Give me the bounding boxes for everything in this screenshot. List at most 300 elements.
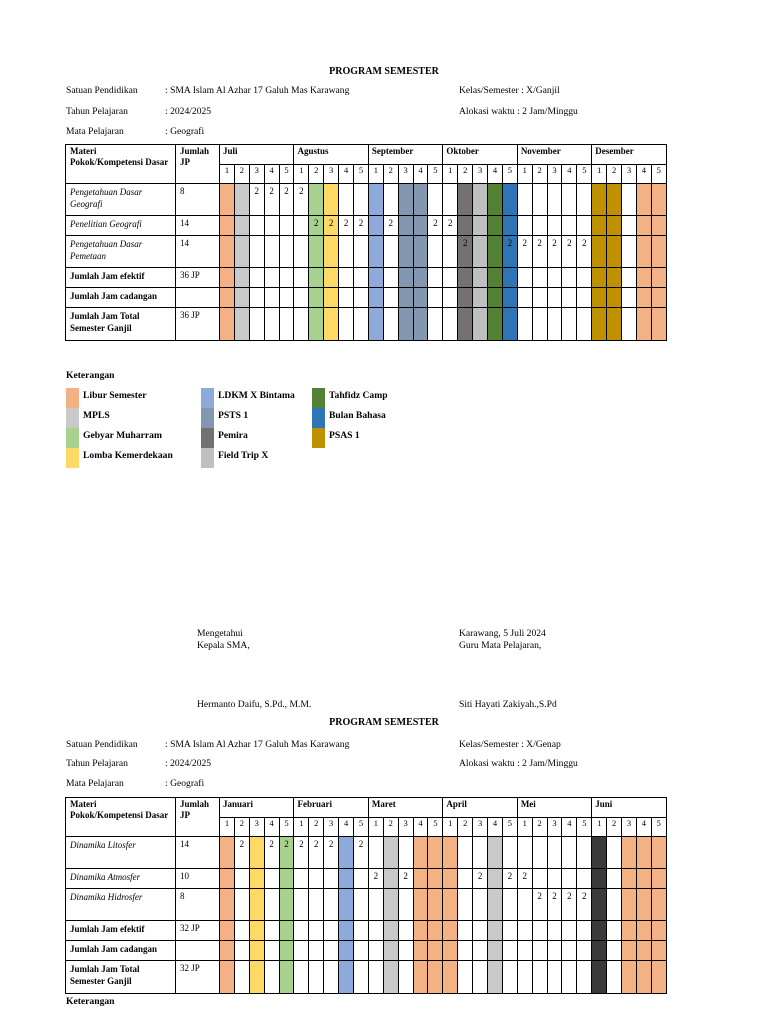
legend-label: LDKM X Bintama <box>218 390 295 401</box>
legend-label: Field Trip X <box>218 450 269 461</box>
legend-swatch <box>66 408 79 428</box>
week-cell <box>622 921 637 941</box>
week-cell <box>651 869 666 889</box>
week-cell <box>443 288 458 308</box>
week-cell <box>354 889 369 921</box>
week-cell <box>368 268 383 288</box>
week-cell <box>622 961 637 994</box>
week-cell <box>413 288 428 308</box>
week-number: 1 <box>368 165 383 184</box>
week-cell <box>309 308 324 341</box>
week-cell: 2 <box>354 216 369 236</box>
week-number: 2 <box>458 165 473 184</box>
week-cell <box>458 941 473 961</box>
week-number: 1 <box>592 165 607 184</box>
week-cell <box>473 216 488 236</box>
week-number: 1 <box>517 165 532 184</box>
week-cell <box>651 308 666 341</box>
week-cell <box>383 961 398 994</box>
week-cell <box>651 216 666 236</box>
week-cell <box>592 268 607 288</box>
sem1-row-jp: 8 <box>176 184 220 216</box>
week-cell <box>354 308 369 341</box>
week-cell <box>547 961 562 994</box>
legend-label: Pemira <box>218 430 248 441</box>
week-cell <box>458 308 473 341</box>
week-number: 3 <box>622 165 637 184</box>
alokasi-waktu: Alokasi waktu : 2 Jam/Minggu <box>459 106 578 117</box>
week-cell <box>562 921 577 941</box>
week-number: 4 <box>488 165 503 184</box>
week-cell <box>607 941 622 961</box>
week-cell <box>532 216 547 236</box>
week-cell: 2 <box>502 869 517 889</box>
week-cell <box>443 869 458 889</box>
week-cell <box>428 308 443 341</box>
week-cell <box>488 921 503 941</box>
week-cell: 2 <box>324 837 339 869</box>
legend-swatch <box>312 388 325 408</box>
week-cell: 2 <box>354 837 369 869</box>
week-cell <box>234 961 249 994</box>
week-cell <box>398 236 413 268</box>
week-cell <box>473 921 488 941</box>
mapel-label: Mata Pelajaran <box>66 126 124 137</box>
week-cell <box>413 308 428 341</box>
sem1-row-label: Jumlah Jam cadangan <box>66 288 176 308</box>
month-header: Agustus <box>294 145 368 165</box>
week-cell <box>607 308 622 341</box>
week-cell <box>428 288 443 308</box>
week-cell <box>279 216 294 236</box>
week-number: 4 <box>562 818 577 837</box>
week-cell <box>264 869 279 889</box>
teacher-name: Siti Hayati Zakiyah.,S.Pd <box>459 699 557 710</box>
week-cell <box>279 308 294 341</box>
week-cell <box>264 308 279 341</box>
week-cell <box>249 837 264 869</box>
week-cell <box>428 236 443 268</box>
week-cell <box>249 889 264 921</box>
week-cell <box>458 889 473 921</box>
sem1-row-label: Jumlah Jam efektif <box>66 268 176 288</box>
week-cell <box>473 236 488 268</box>
satuan-value-2: : SMA Islam Al Azhar 17 Galuh Mas Karawang <box>165 739 350 750</box>
week-cell <box>428 268 443 288</box>
week-cell <box>354 941 369 961</box>
week-number: 1 <box>443 818 458 837</box>
week-cell <box>309 961 324 994</box>
week-cell <box>294 268 309 288</box>
week-number: 2 <box>234 818 249 837</box>
week-cell <box>622 184 637 216</box>
sign-left-line1: Mengetahui <box>197 628 243 639</box>
week-cell <box>517 921 532 941</box>
week-number: 4 <box>488 818 503 837</box>
week-cell <box>547 837 562 869</box>
sem1-row-label: Jumlah Jam Total Semester Ganjil <box>66 308 176 341</box>
legend-swatch <box>201 448 214 468</box>
week-cell <box>354 184 369 216</box>
week-cell <box>473 837 488 869</box>
legend-title-sem1: Keterangan <box>66 370 115 381</box>
week-cell <box>249 308 264 341</box>
week-cell <box>622 216 637 236</box>
week-cell <box>324 288 339 308</box>
week-cell <box>622 236 637 268</box>
week-cell: 2 <box>473 869 488 889</box>
sem2-row-jp: 32 JP <box>176 921 220 941</box>
page-title-sem1: PROGRAM SEMESTER <box>329 66 439 77</box>
week-cell <box>651 268 666 288</box>
week-cell: 2 <box>264 184 279 216</box>
week-cell <box>249 288 264 308</box>
week-number: 5 <box>577 165 592 184</box>
week-cell <box>383 268 398 288</box>
week-cell <box>651 184 666 216</box>
week-cell <box>577 216 592 236</box>
alokasi-waktu-2: Alokasi waktu : 2 Jam/Minggu <box>459 758 578 769</box>
week-cell <box>428 941 443 961</box>
week-cell <box>592 961 607 994</box>
week-cell <box>309 236 324 268</box>
week-cell: 2 <box>279 837 294 869</box>
week-cell <box>502 921 517 941</box>
week-cell <box>294 308 309 341</box>
week-cell <box>383 921 398 941</box>
week-cell <box>636 941 651 961</box>
week-number: 1 <box>294 165 309 184</box>
week-cell: 2 <box>279 184 294 216</box>
week-number: 2 <box>383 818 398 837</box>
sem2-row-label: Jumlah Jam cadangan <box>66 941 176 961</box>
week-cell <box>532 184 547 216</box>
week-number: 1 <box>592 818 607 837</box>
week-number: 1 <box>517 818 532 837</box>
week-number: 5 <box>502 818 517 837</box>
week-cell <box>398 941 413 961</box>
sem1-row-label: Penelitian Geografi <box>66 216 176 236</box>
week-cell <box>249 869 264 889</box>
week-cell: 2 <box>443 216 458 236</box>
week-number: 3 <box>249 818 264 837</box>
week-cell <box>607 837 622 869</box>
week-cell: 2 <box>339 216 354 236</box>
legend-swatch <box>66 448 79 468</box>
week-cell <box>264 288 279 308</box>
week-cell <box>354 288 369 308</box>
week-number: 5 <box>279 165 294 184</box>
week-cell <box>294 216 309 236</box>
week-number: 3 <box>547 165 562 184</box>
week-cell <box>473 288 488 308</box>
week-cell <box>577 869 592 889</box>
week-number: 1 <box>220 165 235 184</box>
week-cell <box>249 961 264 994</box>
week-cell <box>562 184 577 216</box>
week-cell <box>354 236 369 268</box>
week-cell <box>636 889 651 921</box>
week-number: 3 <box>324 818 339 837</box>
legend-label: PSAS 1 <box>329 430 360 441</box>
week-cell <box>368 889 383 921</box>
week-cell <box>622 869 637 889</box>
week-cell <box>443 308 458 341</box>
week-cell <box>458 184 473 216</box>
week-cell: 2 <box>547 889 562 921</box>
week-cell <box>428 184 443 216</box>
week-cell: 2 <box>264 837 279 869</box>
week-cell <box>443 236 458 268</box>
week-cell <box>443 268 458 288</box>
sem2-row-label: Dinamika Atmosfer <box>66 869 176 889</box>
week-cell <box>413 837 428 869</box>
week-cell <box>607 869 622 889</box>
week-number: 2 <box>607 165 622 184</box>
week-cell <box>398 184 413 216</box>
week-cell <box>458 288 473 308</box>
week-cell <box>607 889 622 921</box>
week-cell <box>279 288 294 308</box>
week-cell: 2 <box>577 889 592 921</box>
week-cell <box>368 184 383 216</box>
week-cell <box>502 216 517 236</box>
tahun-value: : 2024/2025 <box>165 106 212 117</box>
sign-right-line1: Karawang, 5 Juli 2024 <box>459 628 546 639</box>
week-cell <box>383 308 398 341</box>
sem2-row-label: Jumlah Jam Total Semester Ganjil <box>66 961 176 994</box>
week-cell <box>324 921 339 941</box>
week-cell <box>517 288 532 308</box>
week-number: 5 <box>651 818 666 837</box>
week-cell <box>234 288 249 308</box>
week-cell <box>547 216 562 236</box>
week-cell <box>502 184 517 216</box>
week-cell <box>383 184 398 216</box>
week-cell <box>354 921 369 941</box>
week-cell <box>532 961 547 994</box>
week-cell <box>592 308 607 341</box>
week-number: 5 <box>354 165 369 184</box>
week-cell <box>622 288 637 308</box>
week-cell <box>577 268 592 288</box>
satuan-label: Satuan Pendidikan <box>66 85 138 96</box>
week-cell: 2 <box>309 216 324 236</box>
week-cell <box>577 837 592 869</box>
week-cell <box>220 869 235 889</box>
week-cell <box>651 236 666 268</box>
week-cell <box>220 236 235 268</box>
week-cell: 2 <box>368 869 383 889</box>
week-cell <box>398 961 413 994</box>
week-number: 4 <box>413 818 428 837</box>
week-cell <box>294 869 309 889</box>
week-cell <box>562 308 577 341</box>
week-cell <box>607 236 622 268</box>
week-cell: 2 <box>562 889 577 921</box>
week-cell <box>368 216 383 236</box>
week-cell <box>502 308 517 341</box>
week-number: 3 <box>324 165 339 184</box>
week-number: 2 <box>532 165 547 184</box>
month-header: Juli <box>220 145 294 165</box>
week-cell <box>324 961 339 994</box>
sign-left-line2: Kepala SMA, <box>197 640 250 651</box>
week-cell <box>443 837 458 869</box>
week-cell <box>339 184 354 216</box>
week-cell <box>294 941 309 961</box>
week-number: 4 <box>636 165 651 184</box>
week-cell <box>413 961 428 994</box>
sem1-row-jp: 36 JP <box>176 308 220 341</box>
week-number: 2 <box>234 165 249 184</box>
week-cell <box>547 288 562 308</box>
week-number: 3 <box>398 818 413 837</box>
week-cell: 2 <box>294 184 309 216</box>
week-cell <box>592 236 607 268</box>
week-cell <box>234 889 249 921</box>
week-cell <box>234 184 249 216</box>
week-cell <box>368 921 383 941</box>
week-cell <box>636 268 651 288</box>
week-cell <box>383 288 398 308</box>
week-cell <box>413 184 428 216</box>
week-cell <box>651 941 666 961</box>
week-cell: 2 <box>309 837 324 869</box>
schedule-table-sem1 <box>65 144 667 341</box>
week-cell <box>339 268 354 288</box>
week-cell <box>562 869 577 889</box>
week-number: 5 <box>428 165 443 184</box>
week-cell <box>651 961 666 994</box>
week-cell <box>488 288 503 308</box>
week-number: 2 <box>309 165 324 184</box>
week-cell <box>413 889 428 921</box>
week-cell <box>502 941 517 961</box>
sem1-row-jp: 36 JP <box>176 268 220 288</box>
week-cell <box>220 961 235 994</box>
week-number: 5 <box>577 818 592 837</box>
mapel-value-2: : Geografi <box>165 778 205 789</box>
week-cell <box>279 889 294 921</box>
week-cell <box>458 216 473 236</box>
week-cell <box>368 941 383 961</box>
week-cell <box>264 941 279 961</box>
week-cell <box>562 288 577 308</box>
sem2-row-jp: 10 <box>176 869 220 889</box>
week-cell: 2 <box>517 236 532 268</box>
week-cell <box>324 869 339 889</box>
week-cell <box>443 961 458 994</box>
week-cell <box>458 961 473 994</box>
legend-label: MPLS <box>83 410 110 421</box>
week-cell <box>607 268 622 288</box>
month-header: November <box>517 145 591 165</box>
week-cell <box>220 308 235 341</box>
week-cell <box>592 941 607 961</box>
week-cell <box>532 941 547 961</box>
week-cell <box>636 921 651 941</box>
week-cell <box>636 288 651 308</box>
week-cell: 2 <box>294 837 309 869</box>
month-header: September <box>368 145 442 165</box>
week-cell <box>488 308 503 341</box>
week-number: 5 <box>651 165 666 184</box>
week-cell: 2 <box>398 869 413 889</box>
week-cell <box>547 921 562 941</box>
week-cell <box>234 921 249 941</box>
week-cell <box>279 961 294 994</box>
week-cell <box>547 869 562 889</box>
week-cell <box>234 216 249 236</box>
week-cell <box>532 869 547 889</box>
header-jumlah-jp: Jumlah JP <box>176 798 220 837</box>
week-number: 1 <box>443 165 458 184</box>
week-cell <box>234 941 249 961</box>
week-cell <box>309 869 324 889</box>
week-cell <box>443 889 458 921</box>
week-cell <box>398 837 413 869</box>
tahun-label-2: Tahun Pelajaran <box>66 758 128 769</box>
week-cell <box>428 961 443 994</box>
week-number: 4 <box>413 165 428 184</box>
week-cell <box>413 921 428 941</box>
month-header: Juni <box>592 798 666 818</box>
week-cell <box>398 921 413 941</box>
week-number: 5 <box>502 165 517 184</box>
week-cell <box>458 837 473 869</box>
legend-label: Bulan Bahasa <box>329 410 386 421</box>
week-cell <box>220 216 235 236</box>
week-number: 4 <box>339 818 354 837</box>
week-number: 2 <box>309 818 324 837</box>
week-cell <box>562 268 577 288</box>
week-cell <box>234 308 249 341</box>
week-number: 5 <box>428 818 443 837</box>
week-cell <box>309 184 324 216</box>
week-cell <box>636 236 651 268</box>
week-cell <box>324 941 339 961</box>
week-cell <box>473 268 488 288</box>
week-cell <box>383 837 398 869</box>
week-cell <box>488 889 503 921</box>
week-cell <box>562 941 577 961</box>
week-cell <box>547 268 562 288</box>
month-header: April <box>443 798 517 818</box>
week-cell <box>294 961 309 994</box>
week-number: 3 <box>473 165 488 184</box>
legend-swatch <box>66 428 79 448</box>
week-cell <box>249 216 264 236</box>
week-cell <box>339 837 354 869</box>
week-cell <box>324 308 339 341</box>
week-cell <box>607 961 622 994</box>
week-cell <box>532 921 547 941</box>
legend-label: Lomba Kemerdekaan <box>83 450 173 461</box>
week-cell <box>473 184 488 216</box>
legend-label: Gebyar Muharram <box>83 430 162 441</box>
satuan-label-2: Satuan Pendidikan <box>66 739 138 750</box>
week-cell: 2 <box>532 889 547 921</box>
mapel-value: : Geografi <box>165 126 205 137</box>
week-cell <box>443 921 458 941</box>
week-cell <box>368 236 383 268</box>
legend-swatch <box>201 388 214 408</box>
week-cell <box>622 889 637 921</box>
week-cell <box>234 869 249 889</box>
week-cell: 2 <box>458 236 473 268</box>
week-number: 3 <box>622 818 637 837</box>
